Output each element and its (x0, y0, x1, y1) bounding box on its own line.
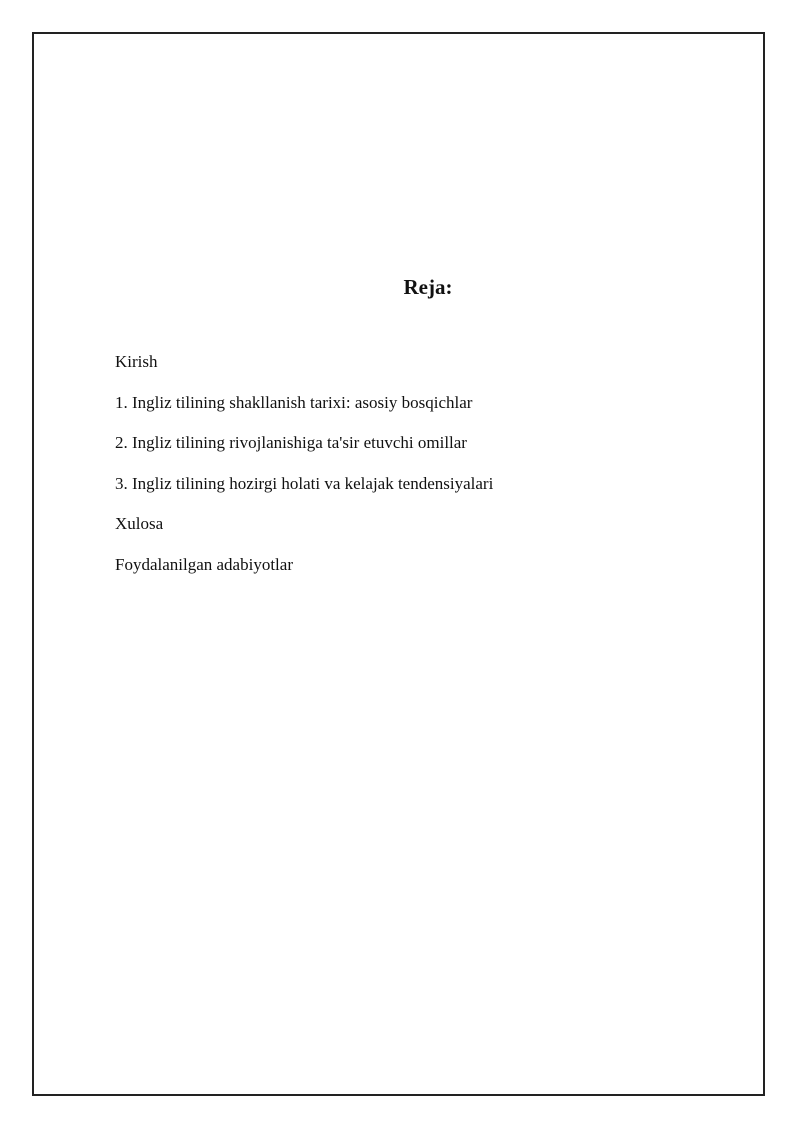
toc-item-1: 1. Ingliz tilining shakllanish tarixi: asosiy bosqichlar (115, 392, 473, 412)
toc-item-references: Foydalanilgan adabiyotlar (115, 554, 293, 574)
table-of-contents (115, 350, 493, 593)
toc-item-3: 3. Ingliz tilining hozirgi holati va kelajak tendensiyalari (115, 473, 494, 493)
toc-item-conclusion: Xulosa (115, 514, 164, 533)
page-title: Reja: (403, 275, 453, 299)
toc-item-introduction: Kirish (115, 352, 158, 371)
toc-item-2: 2. Ingliz tilining rivojlanishiga ta'sir etuvchi omillar (115, 433, 467, 452)
